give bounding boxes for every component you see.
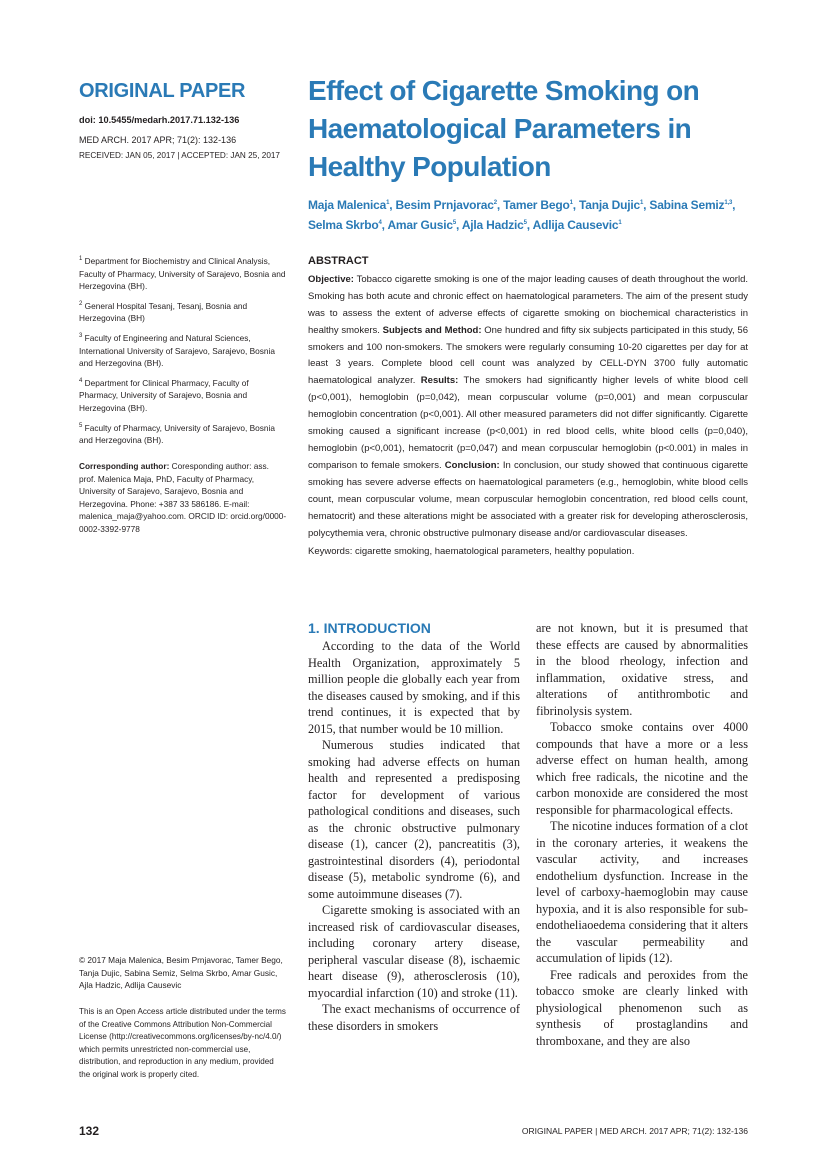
affiliations: [79, 255, 287, 454]
abstract-heading: ABSTRACT: [308, 255, 369, 267]
section-heading: 1. INTRODUCTION: [308, 620, 431, 636]
author: Tamer Bego$^1$: [503, 198, 573, 212]
keywords: Keywords: cigarette smoking, haematological parameters, healthy population.: [308, 546, 635, 558]
affiliation: $^2$ General Hospital Tesanj, Tesanj, Bosnia and Herzegovina (BH): [79, 300, 248, 324]
paragraph: Numerous studies indicated that smoking had adverse effects on human health and represented a predisposing factor for development of various pathological conditions and diseases, such as the chronic obstructive pulmonary disease (1), cancer (2), pancreatitis (3), gastrointestinal disorders (4), periodontal disease (5), metabolic syndrome (6), and some autoimmune diseases (7).: [308, 738, 520, 901]
affiliation: $^4$ Department for Clinical Pharmacy, Faculty of Pharmacy, University of Sarajevo, Bosnia and Herzegovina (BH).: [79, 377, 249, 413]
paragraph: are not known, but it is presumed that these effects are caused by abnormalities in the blood rheology, infection and inflammation, oxidative stress, and alterations of antithrombotic and fibrinolysis system.: [536, 621, 748, 718]
paragraph: The exact mechanisms of occurrence of these disorders in smokers: [308, 1002, 520, 1033]
doi[interactable]: doi: 10.5455/medarh.2017.71.132-136: [79, 115, 240, 125]
paragraph: Cigarette smoking is associated with an increased risk of cardiovascular diseases, including coronary artery disease, peripheral vascular disease (8), ischaemic heart disease (9), atherosclerosis (10), myocardial infarction (10) and stroke (11).: [308, 903, 520, 1000]
page-number: 132: [79, 1124, 100, 1138]
paragraph: Free radicals and peroxides from the tobacco smoke are clearly linked with physiological phenomenon such as synthesis of prostaglandins and thromboxane, and they are also: [536, 967, 748, 1048]
corresponding-author: Corresponding author: Coresponding author: ass. prof. Malenica Maja, PhD, Faculty of Pharmacy, University of Sarajevo, Sarajevo, Bosnia and Herzegovina. Phone: +387 33 586186. E-mail: malenica_maja@yahoo.com. ORCID ID: orcid.org/0000-0002-3392-9778: [79, 461, 287, 534]
received-accepted-dates: RECEIVED: JAN 05, 2017 | ACCEPTED: JAN 25, 2017: [79, 151, 280, 160]
paragraph: Tobacco smoke contains over 4000 compounds that have a more or a less adverse effect on human health, among which free radicals, the nicotine and the carbon monoxide are considered the most responsible for pharmacological effects.: [536, 720, 748, 817]
license-notice: This is an Open Access article distributed under the terms of the Creative Commons Attribution Non-Commercial License (http://creativecommons.org/licenses/by-nc/4.0/) which permits unrestricted non-commercial use, distribution, and reproduction in any medium, provided the original work is properly cited.: [79, 1007, 286, 1079]
affiliation: $^1$ Department for Biochemistry and Clinical Analysis, Faculty of Pharmacy, University of Sarajevo, Bosnia and Herzegovina (BH).: [79, 256, 286, 292]
author: Besim Prnjavorac$^2$: [395, 198, 497, 212]
paragraph: The nicotine induces formation of a clot in the coronary arteries, it weakens the vascular activity, and increases endothelium dysfunction. Increase in the level of carboxy-haemoglobin may cause hypoxia, and it is also responsible for sub-endotheliaoedema considering that it alters the vascular permeability and accumulation of lipids (12).: [536, 819, 748, 965]
body-column-1: [308, 620, 520, 1034]
footer-journal: ORIGINAL PAPER | MED ARCH. 2017 APR; 71(2): 132-136: [521, 1126, 748, 1136]
author: Amar Gusic$^5$: [387, 218, 456, 232]
abstract-body: Objective: Tobacco cigarette smoking is one of the major leading causes of death throughout the world. Smoking has both acute and chronic effect on haematological parameters. The aim of the present study was to assess the extent of adverse effects of cigarette smoking on biochemical characteristics in healthy smokers. Subjects and Method: One hundred and fifty six subjects participated in this study, 56 smokers and 100 non-smokers. The smokers were regularly consuming 10-20 cigarettes per day for at least 3 years. Complete blood cell count was analyzed by CELL-DYN 3700 fully automatic haematological analyzer. Results: The smokers had significantly higher levels of white blood cell (p<0,001), hemoglobin (p=0,042), mean corpuscular volume (p=0,001) and mean corpuscular hemoglobin concentration (p<0,001). All other measured parameters did not differ significantly. Cigarette smoking caused a significant increase (p<0,001) in red blood cells, white blood cells (p=0,040), hemoglobin (p<0,001), hematocrit (p=0,047) and mean corpuscular hemoglobin (p<0.001) in males in comparison to female smokers. Conclusion: In conclusion, our study showed that continuous cigarette smoking has severe adverse effects on haematological parameters (e.g., hemoglobin, white blood cells count, mean corpuscular volume, mean corpuscular hemoglobin concentration, red blood cells count, hematocrit) and these alterations might be associated with a greater risk for developing atherosclerosis, polycythemia vera, chronic obstructive pulmonary disease and/or cardiovascular diseases.: [308, 273, 748, 539]
abstract: [308, 253, 748, 561]
section-label: ORIGINAL PAPER: [79, 80, 246, 102]
author: Maja Malenica$^1$: [308, 198, 390, 212]
affiliation: $^5$ Faculty of Pharmacy, University of Sarajevo, Bosnia and Herzegovina (BH).: [79, 422, 275, 446]
author: Sabina Semiz$^{1,3}$: [649, 198, 733, 212]
author: Selma Skrbo$^4$: [308, 218, 382, 232]
article-title: Effect of Cigarette Smoking on Haematological Parameters in Healthy Population: [308, 75, 700, 182]
affiliation: $^3$ Faculty of Engineering and Natural Sciences, International University of Sarajevo, Sarajevo, Bosnia and Herzegovina (BH).: [79, 332, 276, 369]
paragraph: According to the data of the World Health Organization, approximately 5 million people die globally each year from the diseases caused by smoking, and if this trend continues, it is expected that by 2015, that number would be 10 million.: [308, 639, 520, 736]
copyright: © 2017 Maja Malenica, Besim Prnjavorac, Tamer Bego, Tanja Dujic, Sabina Semiz, Selma Skrbo, Amar Gusic, Ajla Hadzic, Adlija Causevic: [79, 955, 283, 991]
journal-citation: MED ARCH. 2017 APR; 71(2): 132-136: [79, 135, 237, 145]
body-column-2: [536, 620, 748, 1049]
author: Adlija Causevic$^1$: [532, 218, 622, 232]
author: Tanja Dujic$^1$: [579, 198, 644, 212]
author: Ajla Hadzic$^5$: [461, 218, 527, 232]
author-list: Maja Malenica$^1$, Besim Prnjavorac$^2$, Tamer Bego$^1$, Tanja Dujic$^1$, Sabina Semiz$^{1,3}$, Selma Skrbo$^4$, Amar Gusic$^5$, Ajla Hadzic$^5$, Adlija Causevic$^1$: [308, 198, 736, 232]
